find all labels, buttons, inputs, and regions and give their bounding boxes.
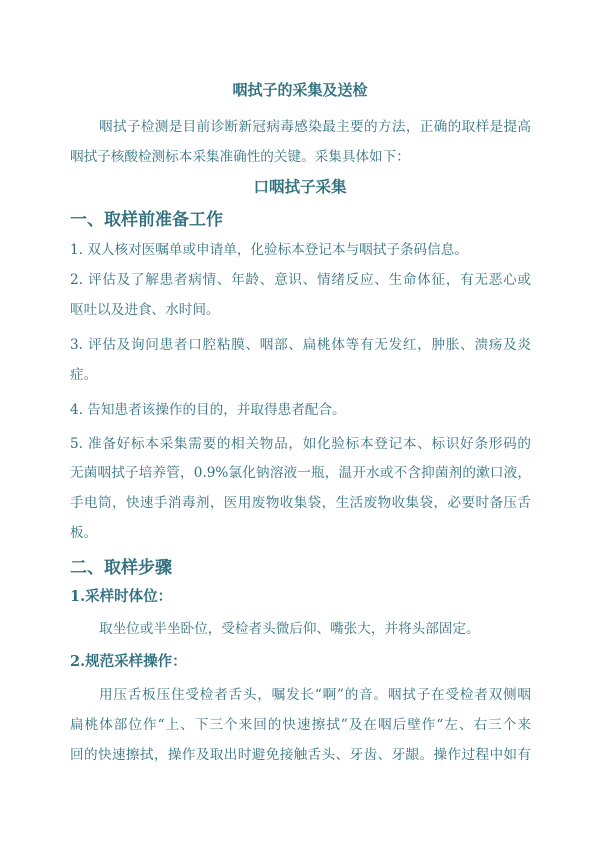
prep-line: 4. 告知患者该操作的目的，并取得患者配合。 [70, 402, 346, 418]
intro-line-1: 咽拭子检测是目前诊断新冠病毒感染最主要的方法，正确的取样是提高 [99, 119, 531, 135]
position-text: 取坐位或半坐卧位，受检者头微后仰、嘴张大，并将头部固定。 [99, 621, 480, 637]
prep-line: 1. 双人核对医嘱单或申请单，化验标本登记本与咽拭子条码信息。 [70, 242, 468, 258]
prep-line: 症。 [70, 367, 98, 383]
prep-line: 2. 评估及了解患者病情、年龄、意识、情绪反应、生命体征，有无恶心或 [70, 272, 531, 288]
prep-line: 呕吐以及进食、水时间。 [70, 302, 220, 318]
subsection-heading-operation: 2.规范采样操作： [70, 653, 187, 670]
subsection-heading-position: 1.采样时体位： [70, 588, 173, 605]
section-heading-1: 一、取样前准备工作 [70, 210, 223, 230]
prep-line: 手电筒，快速手消毒剂，医用废物收集袋，生活废物收集袋，必要时备压舌 [70, 495, 531, 511]
operation-line: 扁桃体部位作“上、下三个来回的快速擦拭”及在咽后壁作“左、右三个来 [70, 717, 531, 733]
prep-line: 无菌咽拭子培养管，0.9%氯化钠溶液一瓶，温开水或不含抑菌剂的漱口液， [70, 465, 531, 481]
section-subtitle: 口咽拭子采集 [253, 177, 347, 196]
prep-line: 5. 准备好标本采集需要的相关物品，如化验标本登记本、标识好条形码的 [70, 436, 531, 452]
intro-line-2: 咽拭子核酸检测标本采集准确性的关键。采集具体如下： [70, 149, 410, 165]
operation-line: 回的快速擦拭，操作及取出时避免接触舌头、牙齿、牙龈。操作过程中如有 [70, 747, 531, 763]
document-title: 咽拭子的采集及送检 [232, 81, 368, 99]
prep-line: 板。 [70, 525, 98, 541]
prep-line: 3. 评估及询问患者口腔粘膜、咽部、扁桃体等有无发红，肿胀、溃疡及炎 [70, 337, 531, 353]
operation-line: 用压舌板压住受检者舌头，嘱发长“啊”的音。咽拭子在受检者双侧咽 [99, 687, 531, 703]
section-heading-2: 二、取样步骤 [70, 558, 172, 578]
